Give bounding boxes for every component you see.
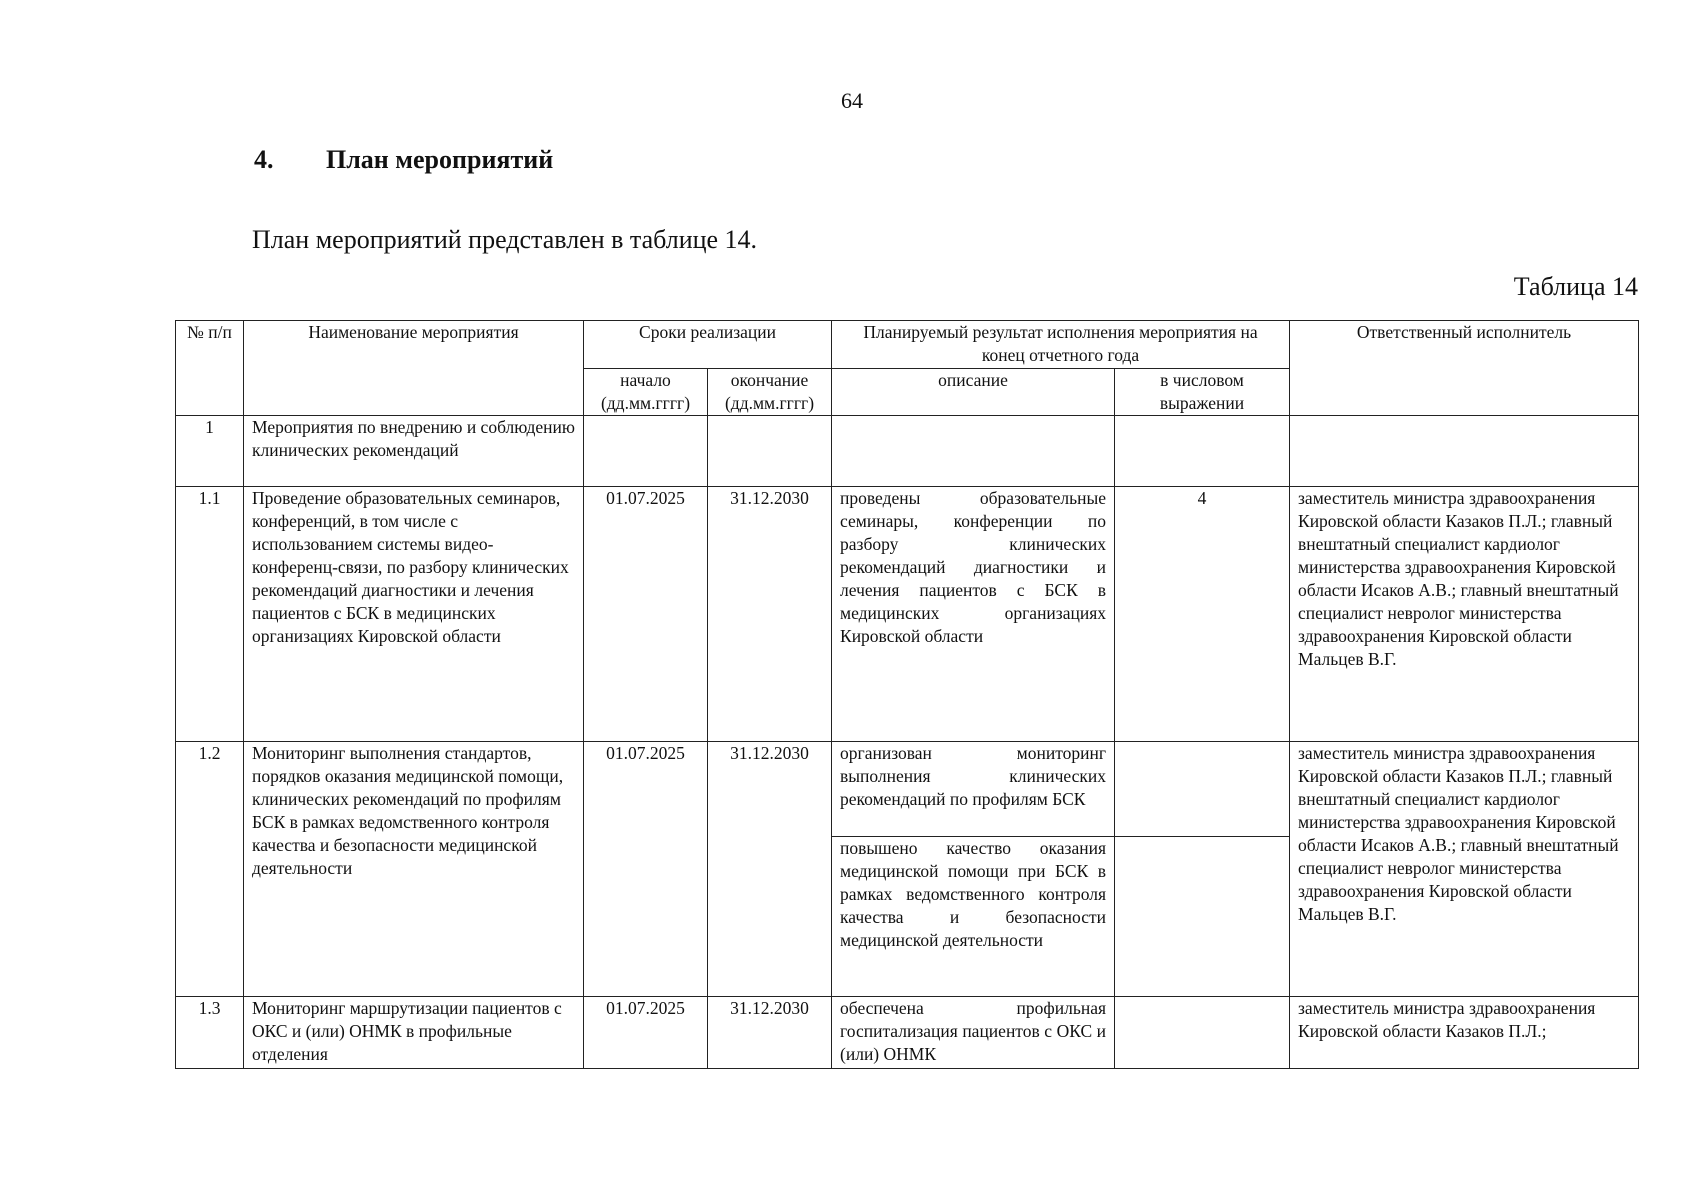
row-start: [584, 416, 708, 487]
row-start: 01.07.2025: [584, 997, 708, 1069]
page-number: 64: [841, 88, 863, 113]
row-start: 01.07.2025: [584, 742, 708, 997]
section-heading: [254, 145, 553, 175]
row-end: 31.12.2030: [708, 997, 832, 1069]
section-number: 4.: [254, 145, 274, 174]
row-end: 31.12.2030: [708, 742, 832, 997]
row-end: 31.12.2030: [708, 487, 832, 742]
row-result-description: обеспечена профильная госпитализация пациентов с ОКС и (или) ОНМК: [832, 997, 1115, 1069]
table-row: [176, 487, 1639, 742]
table-caption: Таблица 14: [1513, 272, 1638, 301]
section-title: План мероприятий: [326, 145, 554, 174]
row-result-description: повышено качество оказания медицинской помощи при БСК в рамках ведомственного контроля качества и безопасности медицинской деятельности: [832, 837, 1115, 997]
intro-text: План мероприятий представлен в таблице 14.: [252, 225, 758, 254]
row-name: Проведение образовательных семинаров, конференций, в том числе с использованием системы видео-конференц-связи, по разбору клинических рекомендаций диагностики и лечения пациентов с БСК в медицинских организациях Кировской области: [244, 487, 584, 742]
row-name: Мониторинг маршрутизации пациентов с ОКС и (или) ОНМК в профильные отделения: [244, 997, 584, 1069]
header-name: Наименование мероприятия: [244, 321, 584, 416]
row-responsible: заместитель министра здравоохранения Кировской области Казаков П.Л.; главный внештатный специалист кардиолог министерства здравоохранения Кировской области Исаков А.В.; главный внештатный специалист невролог министерства здравоохранения Кировской области Мальцев В.Г.: [1290, 487, 1639, 742]
row-name: Мероприятия по внедрению и соблюдению клинических рекомендаций: [244, 416, 584, 487]
table-row: [176, 997, 1639, 1069]
row-responsible: [1290, 416, 1639, 487]
row-num: 1.3: [176, 997, 244, 1069]
row-end: [708, 416, 832, 487]
header-num: № п/п: [176, 321, 244, 416]
row-responsible: заместитель министра здравоохранения Кировской области Казаков П.Л.; главный внештатный специалист кардиолог министерства здравоохранения Кировской области Исаков А.В.; главный внештатный специалист невролог министерства здравоохранения Кировской области Мальцев В.Г.: [1290, 742, 1639, 997]
header-start: начало (дд.мм.гггг): [584, 369, 708, 416]
row-result-value: [1115, 416, 1290, 487]
plan-table: [175, 320, 1639, 1069]
row-result-value: [1115, 837, 1290, 997]
row-result-description: проведены образовательные семинары, конференции по разбору клинических рекомендаций диагностики и лечения пациентов с БСК в медицинских организациях Кировской области: [832, 487, 1115, 742]
row-start: 01.07.2025: [584, 487, 708, 742]
row-result-description: организован мониторинг выполнения клинических рекомендаций по профилям БСК: [832, 742, 1115, 837]
row-num: 1.1: [176, 487, 244, 742]
header-responsible: Ответственный исполнитель: [1290, 321, 1639, 416]
row-name: Мониторинг выполнения стандартов, порядков оказания медицинской помощи, клинических рекомендаций по профилям БСК в рамках ведомственного контроля качества и безопасности медицинской деятельности: [244, 742, 584, 997]
header-terms: Сроки реализации: [584, 321, 832, 369]
table-header: [176, 321, 1639, 416]
table-body: [176, 416, 1639, 1069]
row-result-value: 4: [1115, 487, 1290, 742]
header-numeric: в числовом выражении: [1115, 369, 1290, 416]
row-result-value: [1115, 997, 1290, 1069]
row-num: 1: [176, 416, 244, 487]
table-row: [176, 742, 1639, 837]
header-description: описание: [832, 369, 1115, 416]
row-result-value: [1115, 742, 1290, 837]
row-result-description: [832, 416, 1115, 487]
header-end: окончание (дд.мм.гггг): [708, 369, 832, 416]
header-result: Планируемый результат исполнения мероприятия на конец отчетного года: [832, 321, 1290, 369]
table-row: [176, 416, 1639, 487]
row-num: 1.2: [176, 742, 244, 997]
row-responsible: заместитель министра здравоохранения Кировской области Казаков П.Л.;: [1290, 997, 1639, 1069]
